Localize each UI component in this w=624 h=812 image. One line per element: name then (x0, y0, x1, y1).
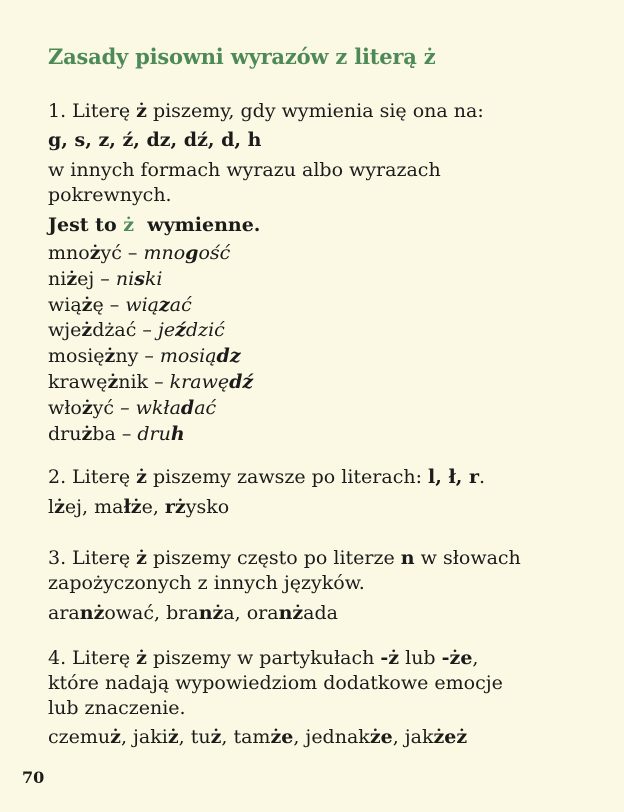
rule3-examples (48, 600, 338, 626)
example-word: , branża (154, 602, 235, 624)
example-pair: niżej – niski (48, 267, 163, 290)
rule1-intro: 1. Literę ż piszemy, gdy wymienia się ona na: (48, 100, 484, 122)
example-word: , oranżada (234, 602, 338, 624)
example-word: , tuż (178, 726, 222, 748)
example-word: , jakiż (120, 726, 179, 748)
example-pair: krawężnik – krawędź (48, 371, 254, 393)
rule1-desc-line2: pokrewnych. (48, 184, 172, 206)
example-pair: mosiężny – mosiądz (48, 345, 241, 368)
rule1-note: Jest to ż wymienne. (48, 214, 261, 236)
example-pair: wjeżdżać – jeździć (48, 319, 225, 342)
example-word: lżej (48, 496, 83, 518)
rule4-text-line1: 4. Literę ż piszemy w partykułach -ż lub -że, (48, 647, 479, 669)
example-word: , tamże (221, 726, 294, 748)
example-word: , małże (82, 496, 153, 518)
rule1-desc-line1: w innych formach wyrazu albo wyrazach (48, 159, 441, 181)
example-word: , jednakże (293, 726, 393, 748)
rule4-examples (48, 724, 467, 750)
example-pair: mnożyć – mnogość (48, 242, 231, 264)
example-pair: włożyć – wkładać (48, 396, 217, 419)
page-title: Zasady pisowni wyrazów z literą ż (48, 44, 436, 69)
rule4-text-line3: lub znaczenie. (48, 697, 186, 719)
example-word: aranżować (48, 602, 155, 624)
page-number: 70 (22, 768, 45, 787)
rule3-text-line1: 3. Literę ż piszemy często po literze n w słowach (48, 547, 521, 569)
rule2-examples (48, 494, 229, 520)
rule1-letters: g, s, z, ź, dz, dź, d, h (48, 129, 262, 151)
example-pair: wiążę – wiązać (48, 293, 192, 316)
example-word: , rżysko (152, 496, 230, 518)
rule2-text: 2. Literę ż piszemy zawsze po literach: l, ł, r. (48, 466, 486, 488)
rule4-text-line2: które nadają wypowiedziom dodatkowe emocje (48, 672, 503, 694)
example-word: , jakżeż (392, 726, 468, 748)
rule3-text-line2: zapożyczonych z innych języków. (48, 572, 365, 594)
example-word: czemuż (48, 726, 121, 748)
example-pair: drużba – druh (48, 422, 185, 445)
